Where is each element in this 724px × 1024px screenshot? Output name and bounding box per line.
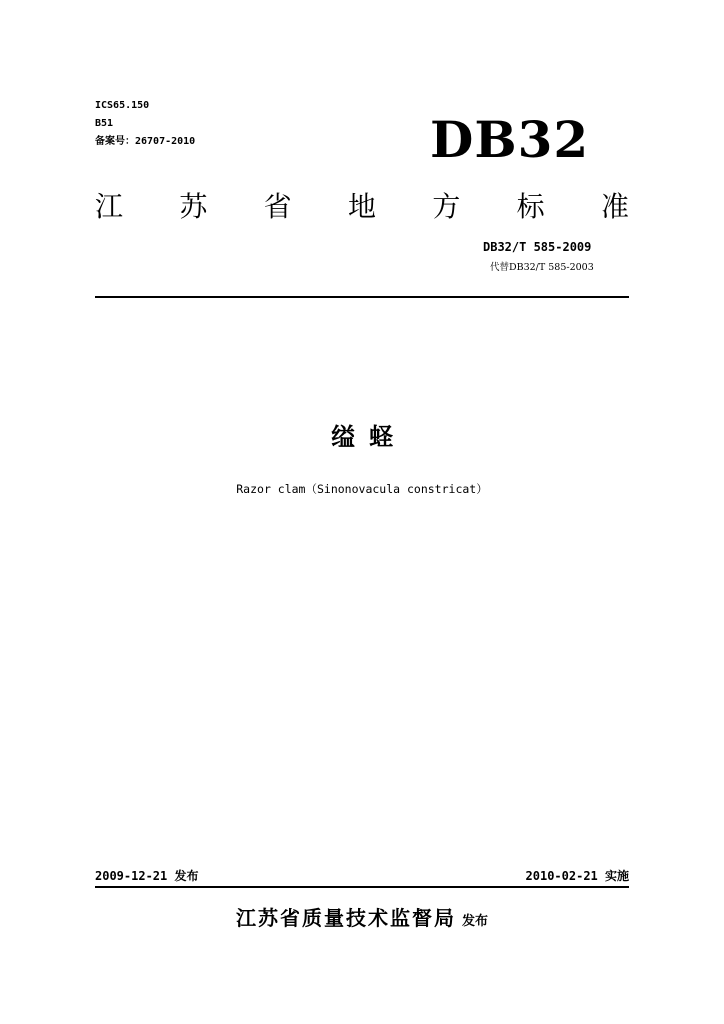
document-title-en: Razor clam（Sinonovacula constricat） — [236, 482, 488, 496]
issue-date: 2009-12-21 发布 — [95, 869, 199, 883]
standard-type-char: 标 — [516, 190, 545, 223]
replaces-standard: 代替DB32/T 585-2003 — [490, 262, 594, 273]
standard-brand: DB32 — [430, 110, 590, 169]
issuer-name: 江苏省质量技术监督局 — [235, 906, 456, 930]
top-divider — [95, 296, 629, 298]
filing-number: 备案号：26707-2010 — [95, 136, 196, 147]
ccs-code: B51 — [95, 118, 114, 129]
standard-type-char: 地 — [347, 190, 376, 223]
standard-type-char: 省 — [263, 190, 292, 223]
ics-code: ICS65.150 — [95, 100, 150, 111]
issuer-suffix: 发布 — [461, 914, 488, 929]
standard-type-char: 方 — [432, 190, 461, 223]
bottom-divider — [95, 886, 629, 888]
document-title-cn: 缢蛏 — [331, 423, 407, 451]
standard-type-heading — [95, 190, 629, 224]
standard-type-char: 准 — [600, 190, 629, 223]
standard-number: DB32/T 585-2009 — [483, 240, 592, 254]
implementation-date: 2010-02-21 实施 — [525, 869, 629, 883]
issuer-line — [0, 905, 724, 935]
standard-type-char: 江 — [95, 190, 124, 223]
standard-type-char: 苏 — [179, 190, 208, 223]
